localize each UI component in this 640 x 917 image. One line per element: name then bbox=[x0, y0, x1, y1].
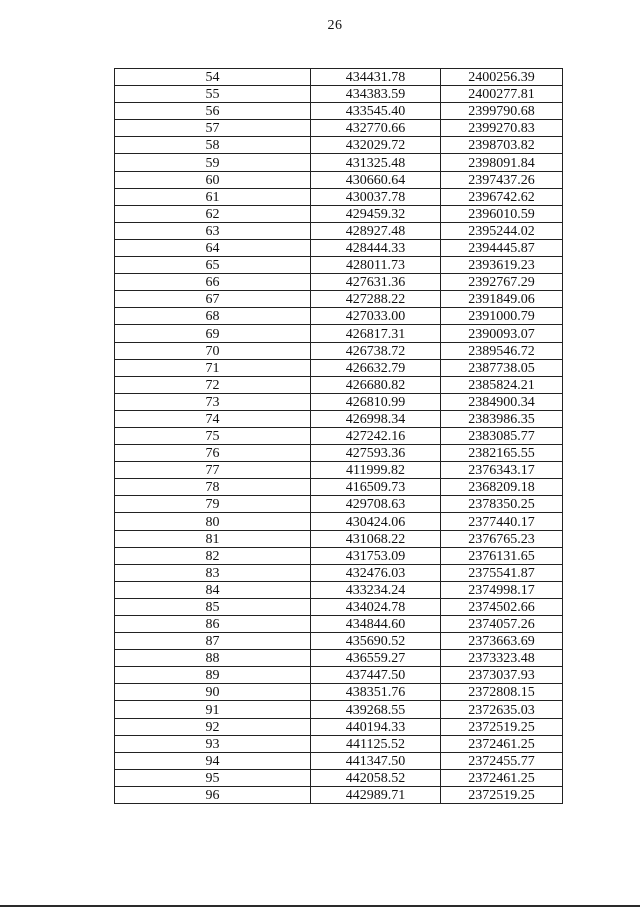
x-coordinate-cell: 426817.31 bbox=[311, 325, 441, 342]
x-coordinate-cell: 442989.71 bbox=[311, 786, 441, 803]
table-row bbox=[115, 735, 563, 752]
y-coordinate-cell: 2400277.81 bbox=[441, 86, 563, 103]
y-coordinate-cell: 2391000.79 bbox=[441, 308, 563, 325]
point-number-cell: 60 bbox=[115, 171, 311, 188]
x-coordinate-cell: 434383.59 bbox=[311, 86, 441, 103]
x-coordinate-cell: 435690.52 bbox=[311, 633, 441, 650]
x-coordinate-cell: 416509.73 bbox=[311, 479, 441, 496]
point-number-cell: 65 bbox=[115, 257, 311, 274]
y-coordinate-cell: 2376131.65 bbox=[441, 547, 563, 564]
y-coordinate-cell: 2399790.68 bbox=[441, 103, 563, 120]
table-row bbox=[115, 684, 563, 701]
y-coordinate-cell: 2372461.25 bbox=[441, 769, 563, 786]
table-body bbox=[115, 69, 563, 804]
y-coordinate-cell: 2398703.82 bbox=[441, 137, 563, 154]
table-row bbox=[115, 103, 563, 120]
point-number-cell: 90 bbox=[115, 684, 311, 701]
x-coordinate-cell: 432770.66 bbox=[311, 120, 441, 137]
point-number-cell: 88 bbox=[115, 650, 311, 667]
point-number-cell: 75 bbox=[115, 427, 311, 444]
point-number-cell: 80 bbox=[115, 513, 311, 530]
x-coordinate-cell: 427593.36 bbox=[311, 445, 441, 462]
y-coordinate-cell: 2368209.18 bbox=[441, 479, 563, 496]
table-row bbox=[115, 769, 563, 786]
x-coordinate-cell: 434024.78 bbox=[311, 598, 441, 615]
point-number-cell: 62 bbox=[115, 205, 311, 222]
table-row bbox=[115, 564, 563, 581]
x-coordinate-cell: 436559.27 bbox=[311, 650, 441, 667]
y-coordinate-cell: 2396742.62 bbox=[441, 188, 563, 205]
y-coordinate-cell: 2374057.26 bbox=[441, 616, 563, 633]
y-coordinate-cell: 2393619.23 bbox=[441, 257, 563, 274]
table-row bbox=[115, 393, 563, 410]
y-coordinate-cell: 2374998.17 bbox=[441, 581, 563, 598]
point-number-cell: 84 bbox=[115, 581, 311, 598]
point-number-cell: 79 bbox=[115, 496, 311, 513]
point-number-cell: 93 bbox=[115, 735, 311, 752]
table-row bbox=[115, 581, 563, 598]
y-coordinate-cell: 2372519.25 bbox=[441, 786, 563, 803]
y-coordinate-cell: 2376343.17 bbox=[441, 462, 563, 479]
table-row bbox=[115, 308, 563, 325]
x-coordinate-cell: 430037.78 bbox=[311, 188, 441, 205]
y-coordinate-cell: 2373663.69 bbox=[441, 633, 563, 650]
table-row bbox=[115, 786, 563, 803]
x-coordinate-cell: 426998.34 bbox=[311, 410, 441, 427]
y-coordinate-cell: 2372455.77 bbox=[441, 752, 563, 769]
y-coordinate-cell: 2387738.05 bbox=[441, 359, 563, 376]
table-row bbox=[115, 427, 563, 444]
point-number-cell: 73 bbox=[115, 393, 311, 410]
point-number-cell: 57 bbox=[115, 120, 311, 137]
x-coordinate-cell: 430424.06 bbox=[311, 513, 441, 530]
y-coordinate-cell: 2378350.25 bbox=[441, 496, 563, 513]
table-row bbox=[115, 205, 563, 222]
point-number-cell: 94 bbox=[115, 752, 311, 769]
coordinates-table bbox=[114, 68, 563, 804]
table-row bbox=[115, 325, 563, 342]
y-coordinate-cell: 2394445.87 bbox=[441, 239, 563, 256]
point-number-cell: 76 bbox=[115, 445, 311, 462]
y-coordinate-cell: 2398091.84 bbox=[441, 154, 563, 171]
table-row bbox=[115, 598, 563, 615]
x-coordinate-cell: 439268.55 bbox=[311, 701, 441, 718]
point-number-cell: 68 bbox=[115, 308, 311, 325]
point-number-cell: 72 bbox=[115, 376, 311, 393]
point-number-cell: 82 bbox=[115, 547, 311, 564]
x-coordinate-cell: 434844.60 bbox=[311, 616, 441, 633]
point-number-cell: 85 bbox=[115, 598, 311, 615]
x-coordinate-cell: 441125.52 bbox=[311, 735, 441, 752]
point-number-cell: 91 bbox=[115, 701, 311, 718]
page-number: 26 bbox=[327, 18, 343, 33]
y-coordinate-cell: 2397437.26 bbox=[441, 171, 563, 188]
table-row bbox=[115, 120, 563, 137]
y-coordinate-cell: 2373037.93 bbox=[441, 667, 563, 684]
point-number-cell: 54 bbox=[115, 69, 311, 86]
table-row bbox=[115, 445, 563, 462]
x-coordinate-cell: 426810.99 bbox=[311, 393, 441, 410]
point-number-cell: 56 bbox=[115, 103, 311, 120]
x-coordinate-cell: 433545.40 bbox=[311, 103, 441, 120]
table-row bbox=[115, 462, 563, 479]
point-number-cell: 96 bbox=[115, 786, 311, 803]
table-row bbox=[115, 69, 563, 86]
point-number-cell: 92 bbox=[115, 718, 311, 735]
table-row bbox=[115, 547, 563, 564]
x-coordinate-cell: 428011.73 bbox=[311, 257, 441, 274]
x-coordinate-cell: 428444.33 bbox=[311, 239, 441, 256]
point-number-cell: 71 bbox=[115, 359, 311, 376]
x-coordinate-cell: 426632.79 bbox=[311, 359, 441, 376]
table-row bbox=[115, 410, 563, 427]
y-coordinate-cell: 2373323.48 bbox=[441, 650, 563, 667]
table-row bbox=[115, 86, 563, 103]
point-number-cell: 67 bbox=[115, 291, 311, 308]
y-coordinate-cell: 2399270.83 bbox=[441, 120, 563, 137]
y-coordinate-cell: 2375541.87 bbox=[441, 564, 563, 581]
table-row bbox=[115, 530, 563, 547]
point-number-cell: 77 bbox=[115, 462, 311, 479]
y-coordinate-cell: 2396010.59 bbox=[441, 205, 563, 222]
y-coordinate-cell: 2372808.15 bbox=[441, 684, 563, 701]
x-coordinate-cell: 441347.50 bbox=[311, 752, 441, 769]
y-coordinate-cell: 2377440.17 bbox=[441, 513, 563, 530]
y-coordinate-cell: 2385824.21 bbox=[441, 376, 563, 393]
y-coordinate-cell: 2372635.03 bbox=[441, 701, 563, 718]
x-coordinate-cell: 428927.48 bbox=[311, 222, 441, 239]
table-row bbox=[115, 633, 563, 650]
x-coordinate-cell: 427033.00 bbox=[311, 308, 441, 325]
y-coordinate-cell: 2395244.02 bbox=[441, 222, 563, 239]
x-coordinate-cell: 431753.09 bbox=[311, 547, 441, 564]
x-coordinate-cell: 437447.50 bbox=[311, 667, 441, 684]
x-coordinate-cell: 431325.48 bbox=[311, 154, 441, 171]
table-row bbox=[115, 137, 563, 154]
point-number-cell: 63 bbox=[115, 222, 311, 239]
point-number-cell: 66 bbox=[115, 274, 311, 291]
y-coordinate-cell: 2372461.25 bbox=[441, 735, 563, 752]
y-coordinate-cell: 2390093.07 bbox=[441, 325, 563, 342]
y-coordinate-cell: 2391849.06 bbox=[441, 291, 563, 308]
x-coordinate-cell: 432029.72 bbox=[311, 137, 441, 154]
table-row bbox=[115, 650, 563, 667]
point-number-cell: 89 bbox=[115, 667, 311, 684]
point-number-cell: 69 bbox=[115, 325, 311, 342]
y-coordinate-cell: 2376765.23 bbox=[441, 530, 563, 547]
point-number-cell: 61 bbox=[115, 188, 311, 205]
y-coordinate-cell: 2400256.39 bbox=[441, 69, 563, 86]
table-row bbox=[115, 616, 563, 633]
table-row bbox=[115, 359, 563, 376]
point-number-cell: 55 bbox=[115, 86, 311, 103]
x-coordinate-cell: 432476.03 bbox=[311, 564, 441, 581]
y-coordinate-cell: 2383986.35 bbox=[441, 410, 563, 427]
table-row bbox=[115, 274, 563, 291]
point-number-cell: 74 bbox=[115, 410, 311, 427]
point-number-cell: 59 bbox=[115, 154, 311, 171]
x-coordinate-cell: 426738.72 bbox=[311, 342, 441, 359]
y-coordinate-cell: 2384900.34 bbox=[441, 393, 563, 410]
x-coordinate-cell: 430660.64 bbox=[311, 171, 441, 188]
y-coordinate-cell: 2372519.25 bbox=[441, 718, 563, 735]
table-row bbox=[115, 239, 563, 256]
x-coordinate-cell: 442058.52 bbox=[311, 769, 441, 786]
table-row bbox=[115, 701, 563, 718]
table-row bbox=[115, 667, 563, 684]
y-coordinate-cell: 2389546.72 bbox=[441, 342, 563, 359]
y-coordinate-cell: 2383085.77 bbox=[441, 427, 563, 444]
bottom-edge-line bbox=[0, 905, 640, 907]
table-row bbox=[115, 496, 563, 513]
x-coordinate-cell: 426680.82 bbox=[311, 376, 441, 393]
x-coordinate-cell: 429708.63 bbox=[311, 496, 441, 513]
point-number-cell: 83 bbox=[115, 564, 311, 581]
point-number-cell: 95 bbox=[115, 769, 311, 786]
y-coordinate-cell: 2374502.66 bbox=[441, 598, 563, 615]
y-coordinate-cell: 2382165.55 bbox=[441, 445, 563, 462]
table-row bbox=[115, 291, 563, 308]
table-row bbox=[115, 752, 563, 769]
point-number-cell: 64 bbox=[115, 239, 311, 256]
x-coordinate-cell: 427288.22 bbox=[311, 291, 441, 308]
table-row bbox=[115, 342, 563, 359]
x-coordinate-cell: 427242.16 bbox=[311, 427, 441, 444]
table-row bbox=[115, 479, 563, 496]
table-row bbox=[115, 513, 563, 530]
x-coordinate-cell: 434431.78 bbox=[311, 69, 441, 86]
point-number-cell: 81 bbox=[115, 530, 311, 547]
x-coordinate-cell: 433234.24 bbox=[311, 581, 441, 598]
x-coordinate-cell: 427631.36 bbox=[311, 274, 441, 291]
table-row bbox=[115, 188, 563, 205]
table-row bbox=[115, 154, 563, 171]
table-row bbox=[115, 171, 563, 188]
point-number-cell: 78 bbox=[115, 479, 311, 496]
x-coordinate-cell: 440194.33 bbox=[311, 718, 441, 735]
table-row bbox=[115, 257, 563, 274]
point-number-cell: 58 bbox=[115, 137, 311, 154]
table-row bbox=[115, 718, 563, 735]
point-number-cell: 86 bbox=[115, 616, 311, 633]
x-coordinate-cell: 411999.82 bbox=[311, 462, 441, 479]
table-row bbox=[115, 376, 563, 393]
x-coordinate-cell: 429459.32 bbox=[311, 205, 441, 222]
y-coordinate-cell: 2392767.29 bbox=[441, 274, 563, 291]
x-coordinate-cell: 431068.22 bbox=[311, 530, 441, 547]
point-number-cell: 87 bbox=[115, 633, 311, 650]
x-coordinate-cell: 438351.76 bbox=[311, 684, 441, 701]
table-row bbox=[115, 222, 563, 239]
point-number-cell: 70 bbox=[115, 342, 311, 359]
